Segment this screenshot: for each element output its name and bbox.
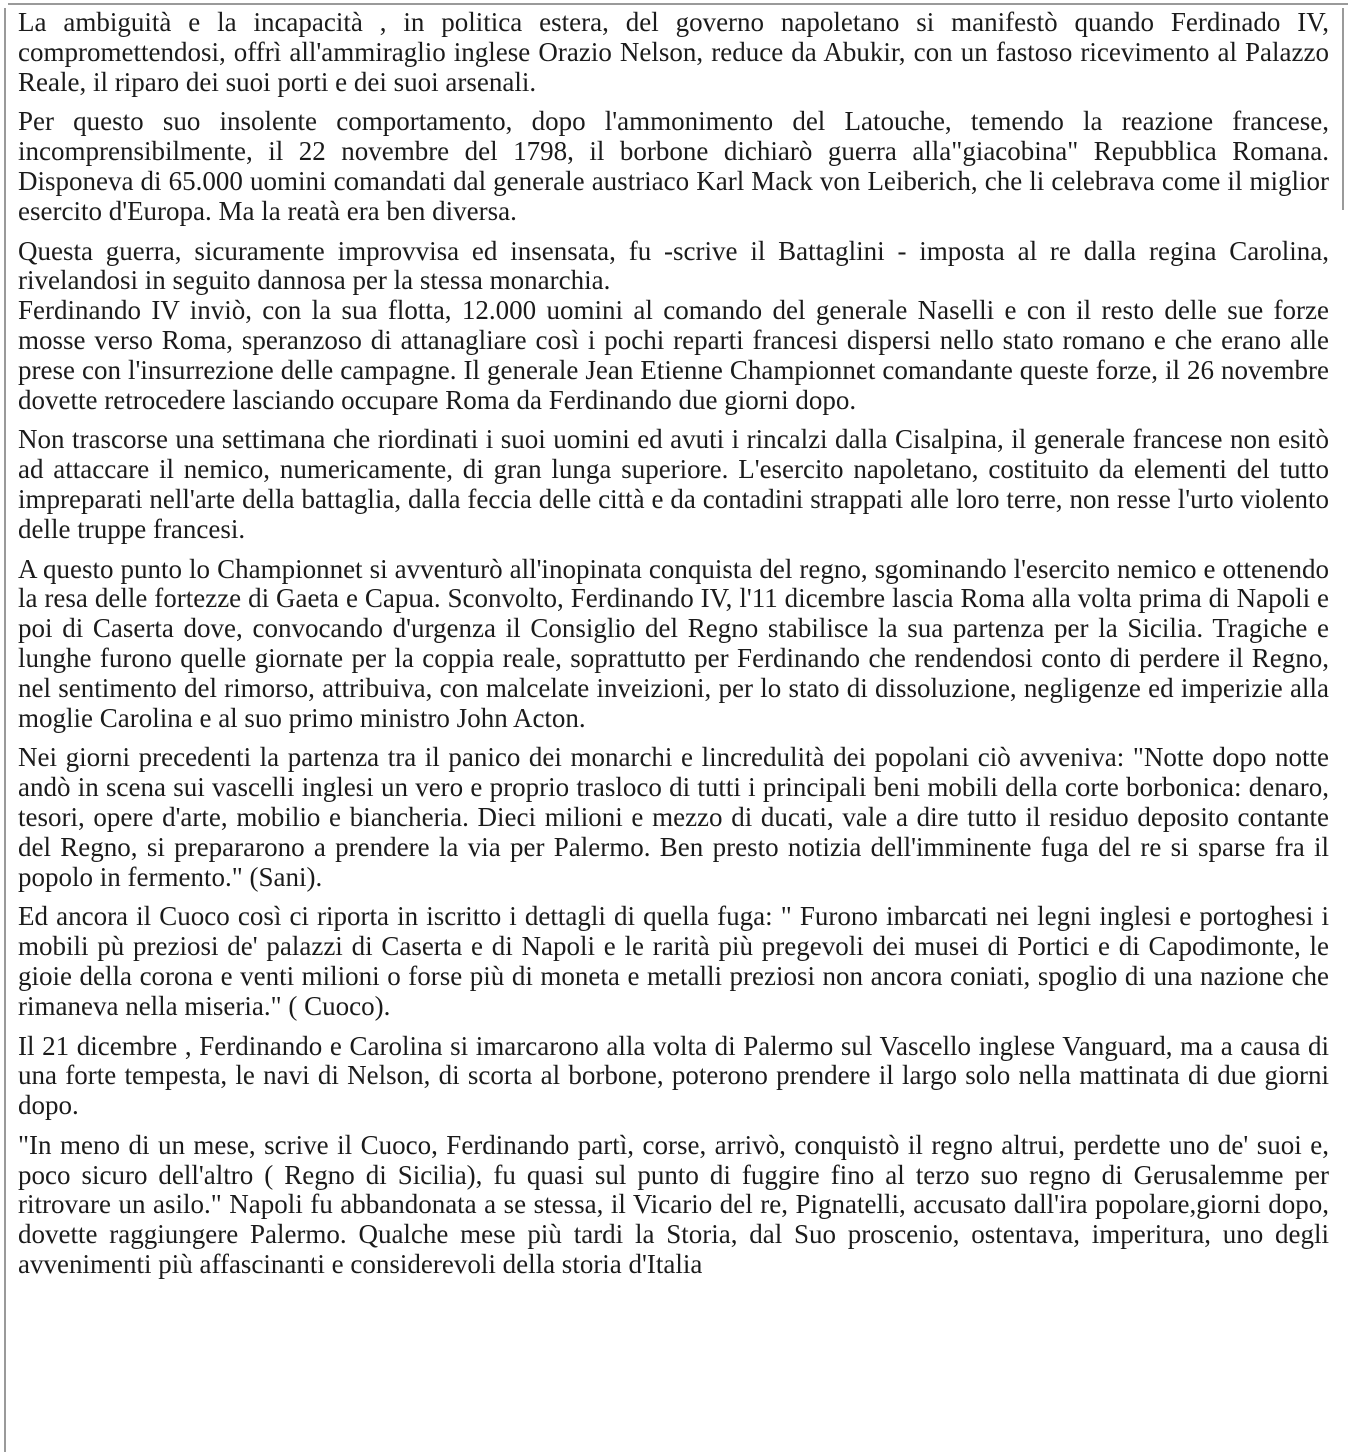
paragraph: Non trascorse una settimana che riordinati i suoi uomini ed avuti i rincalzi dalla Cisalpina, il generale francese non esitò ad attaccare il nemico, numericamente, di gran lunga superiore. L'esercito napoletano, costituito da elementi del tutto impreparati nell'arte della battaglia, dalla feccia delle città e da contadini strappati alle loro terre, non resse l'urto violento delle truppe francesi. [18,424,1329,544]
paragraph: A questo punto lo Championnet si avventurò all'inopinata conquista del regno, sgominando l'esercito nemico e ottenendo la resa delle fortezze di Gaeta e Capua. Sconvolto, Ferdinando IV, l'11 dicembre lascia Roma alla volta prima di Napoli e poi di Caserta dove, convocando d'urgenza il Consiglio del Regno stabilisce la sua partenza per la Sicilia. Tragiche e lunghe furono quelle giornate per la coppia reale, soprattutto per Ferdinando che rendendosi conto di perdere il Regno, nel sentimento del rimorso, attribuiva, con malcelate inveizioni, per lo stato di dissoluzione, negligenze ed imperizie alla moglie Carolina e al suo primo ministro John Acton. [18,553,1329,733]
document-body [6,5,1342,1280]
paragraph: Questa guerra, sicuramente improvvisa ed insensata, fu -scrive il Battaglini - imposta al re dalla regina Carolina, rivelandosi in seguito dannosa per la stessa monarchia. [18,235,1329,296]
page-border-right [1342,8,1344,210]
paragraph: Ferdinando IV inviò, con la sua flotta, 12.000 uomini al comando del generale Naselli e con il resto delle sue forze mosse verso Roma, speranzoso di attanagliare così i pochi reparti francesi dispersi nello stato romano e che erano alle prese con l'insurrezione delle campagne. Il generale Jean Etienne Championnet comandante queste forze, il 26 novembre dovette retrocedere lasciando occupare Roma da Ferdinando due giorni dopo. [18,295,1329,415]
paragraph: Ed ancora il Cuoco così ci riporta in iscritto i dettagli di quella fuga: " Furono imbarcati nei legni inglesi e portoghesi i mobili pù preziosi de' palazzi di Caserta e di Napoli e le rarità più pregevoli dei musei di Portici e di Capodimonte, le gioie della corona e venti milioni o forse più di moneta e metalli preziosi non ancora coniati, spoglio di una nazione che rimaneva nella miseria." ( Cuoco). [18,901,1329,1021]
paragraph: "In meno di un mese, scrive il Cuoco, Ferdinando partì, corse, arrivò, conquistò il regno altrui, perdette uno de' suoi e, poco sicuro dell'altro ( Regno di Sicilia), fu quasi sul punto di fuggire fino al terzo suo regno di Gerusalemme per ritrovare un asilo." Napoli fu abbandonata a se stessa, il Vicario del re, Pignatelli, accusato dall'ira popolare,giorni dopo, dovette raggiungere Palermo. Qualche mese più tardi la Storia, dal Suo proscenio, ostentava, imperitura, uno degli avvenimenti più affascinanti e considerevoli della storia d'Italia [18,1129,1329,1280]
paragraph: Nei giorni precedenti la partenza tra il panico dei monarchi e lincredulità dei popolani ciò avveniva: "Notte dopo notte andò in scena sui vascelli inglesi un vero e proprio trasloco di tutti i principali beni mobili della corte borbonica: denaro, tesori, opere d'arte, mobilio e biancheria. Dieci milioni e mezzo di ducati, vale a dire tutto il residuo deposito contante del Regno, si prepararono a prendere la via per Palermo. Ben presto notizia dell'imminente fuga del re si sparse fra il popolo in fermento." (Sani). [18,742,1329,892]
paragraph: La ambiguità e la incapacità , in politica estera, del governo napoletano si manifestò quando Ferdinado IV, compromettendosi, offrì all'ammiraglio inglese Orazio Nelson, reduce da Abukir, con un fastoso ricevimento al Palazzo Reale, il riparo dei suoi porti e dei suoi arsenali. [18,7,1329,97]
paragraph: Il 21 dicembre , Ferdinando e Carolina si imarcarono alla volta di Palermo sul Vascello inglese Vanguard, ma a causa di una forte tempesta, le navi di Nelson, di scorta al borbone, poterono prendere il largo solo nella mattinata di due giorni dopo. [18,1030,1329,1121]
paragraph: Per questo suo insolente comportamento, dopo l'ammonimento del Latouche, temendo la reazione francese, incomprensibilmente, il 22 novembre del 1798, il borbone dichiarò guerra alla"giacobina" Repubblica Romana. Disponeva di 65.000 uomini comandati dal generale austriaco Karl Mack von Leiberich, che li celebrava come il miglior esercito d'Europa. Ma la reatà era ben diversa. [18,106,1329,226]
